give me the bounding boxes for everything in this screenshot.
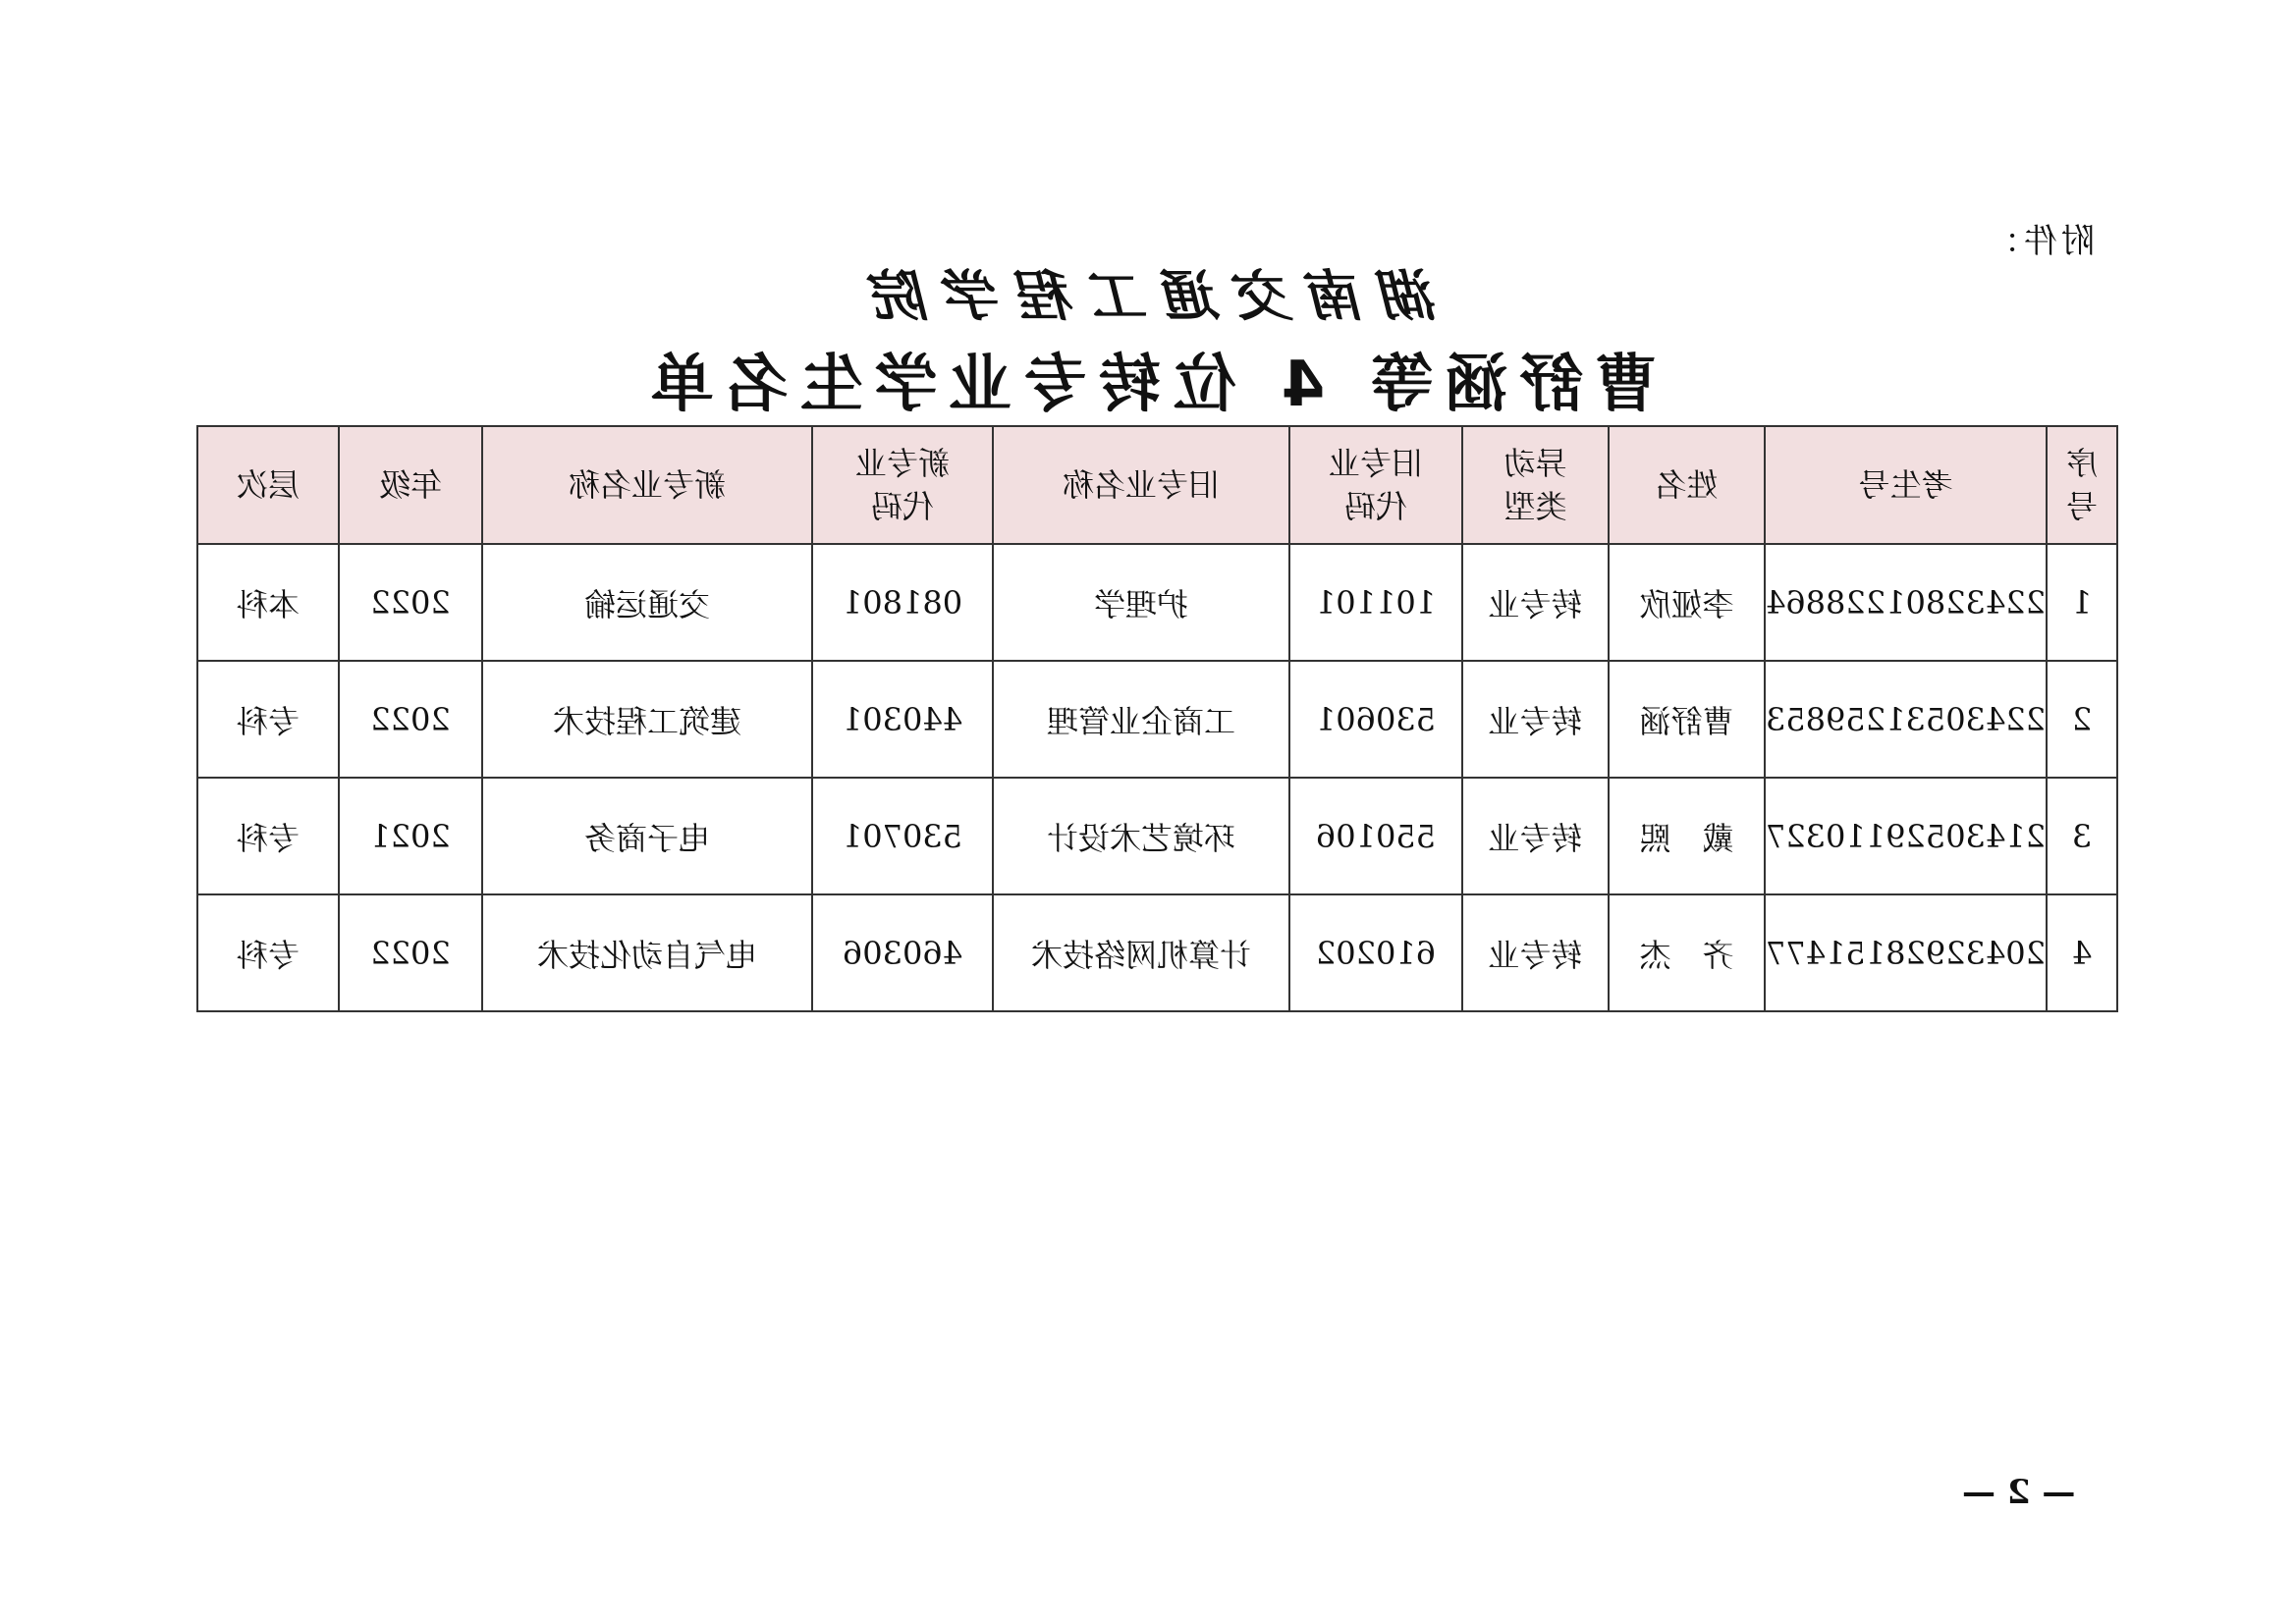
header-grade: 年级 [339,426,482,544]
cell-name: 齐 杰 [1609,894,1765,1011]
cell-grade: 2022 [339,544,482,661]
header-new-major-code: 新专业代码 [812,426,993,544]
table-row [197,894,2117,1011]
cell-exam-id: 22430531259853 [1765,661,2047,778]
document-title: 曹舒涵等 4 位转专业学生名单 [638,349,1658,421]
cell-name: 李娅欣 [1609,544,1765,661]
cell-name: 曹舒涵 [1609,661,1765,778]
cell-old-major-code: 610202 [1289,894,1462,1011]
cell-grade: 2021 [339,778,482,894]
school-name: 湖南交通工程学院 [857,264,1439,329]
table-row [197,778,2117,894]
cell-new-major-name: 交通运输 [482,544,812,661]
cell-old-major-code: 530601 [1289,661,1462,778]
cell-old-major-name: 工商企业管理 [993,661,1289,778]
cell-level: 专科 [197,661,339,778]
header-old-major-code: 旧专业代码 [1289,426,1462,544]
cell-new-major-code: 081801 [812,544,993,661]
header-name: 姓名 [1609,426,1765,544]
cell-new-major-name: 电气自动化技术 [482,894,812,1011]
cell-new-major-code: 440301 [812,661,993,778]
cell-old-major-code: 101101 [1289,544,1462,661]
cell-seq: 4 [2047,894,2117,1011]
table-header-row [197,426,2117,544]
attachment-label: 附件： [1983,222,2095,261]
cell-grade: 2022 [339,661,482,778]
cell-grade: 2022 [339,894,482,1011]
cell-seq: 2 [2047,661,2117,778]
cell-exam-id: 20432928151477 [1765,894,2047,1011]
cell-old-major-name: 计算机网络技术 [993,894,1289,1011]
cell-old-major-name: 护理学 [993,544,1289,661]
cell-change-type: 转专业 [1462,894,1609,1011]
cell-name: 戴 熙 [1609,778,1765,894]
cell-change-type: 转专业 [1462,661,1609,778]
cell-exam-id: 21430529110327 [1765,778,2047,894]
cell-level: 专科 [197,894,339,1011]
table-row [197,544,2117,661]
cell-seq: 1 [2047,544,2117,661]
cell-old-major-code: 550106 [1289,778,1462,894]
cell-change-type: 转专业 [1462,544,1609,661]
cell-seq: 3 [2047,778,2117,894]
cell-exam-id: 22432801228864 [1765,544,2047,661]
header-change-type: 异动类型 [1462,426,1609,544]
cell-level: 本科 [197,544,339,661]
cell-level: 专科 [197,778,339,894]
table-row [197,661,2117,778]
header-seq: 序号 [2047,426,2117,544]
cell-new-major-name: 电子商务 [482,778,812,894]
student-table [196,425,2118,1012]
cell-new-major-code: 530701 [812,778,993,894]
cell-change-type: 转专业 [1462,778,1609,894]
student-table-wrapper [198,425,2118,1012]
header-level: 层次 [197,426,339,544]
header-new-major-name: 新专业名称 [482,426,812,544]
header-old-major-name: 旧专业名称 [993,426,1289,544]
cell-old-major-name: 环境艺术设计 [993,778,1289,894]
header-exam-id: 考生号 [1765,426,2047,544]
page-number: — 2 — [1961,1473,2075,1512]
cell-new-major-name: 建筑工程技术 [482,661,812,778]
cell-new-major-code: 460306 [812,894,993,1011]
